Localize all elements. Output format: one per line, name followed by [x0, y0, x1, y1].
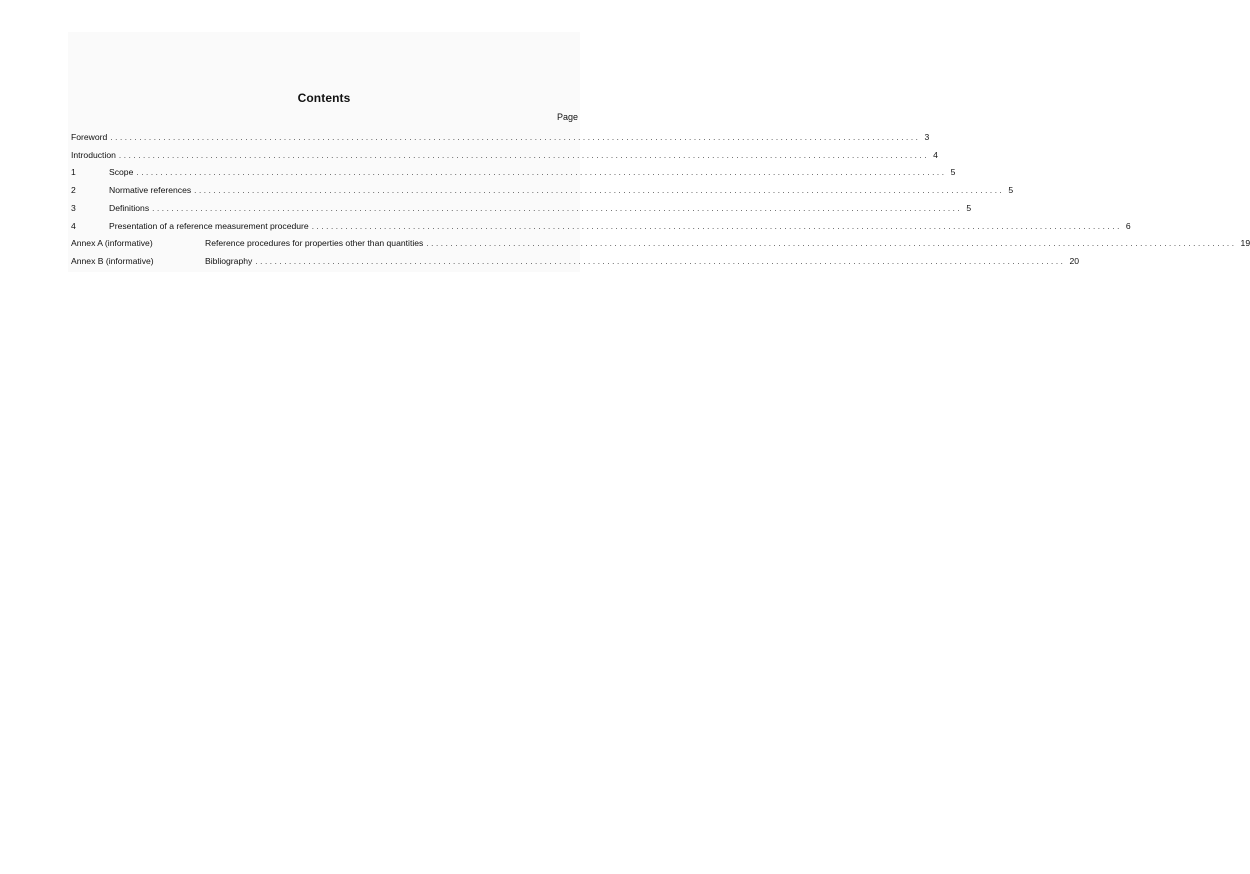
toc-entry-annex-label: Annex A (informative) [71, 238, 153, 248]
toc-entry-page: 4 [933, 150, 938, 160]
toc-entry-presentation[interactable] [71, 220, 1131, 232]
toc-entry-annex-b[interactable] [71, 255, 1080, 267]
toc-entry-label: Normative references [109, 185, 192, 195]
toc-entry-label: Foreword [71, 132, 108, 142]
dot-leader: ........................................................................................................................................................................ [194, 186, 1005, 195]
dot-leader: ........................................................................................................................................................................ [152, 204, 963, 213]
dot-leader: ........................................................................................................................................................................ [118, 151, 930, 160]
dot-leader: ........................................................................................................................................................................ [426, 239, 1237, 248]
toc-entry-label: Introduction [71, 150, 116, 160]
toc-entry-page: 6 [1125, 221, 1131, 231]
toc-entry-label: Scope [109, 167, 134, 177]
toc-entry-label: Definitions [109, 203, 150, 213]
dot-leader: ........................................................................................................................................................................ [136, 168, 947, 177]
toc-entry-number: 2 [71, 185, 76, 195]
toc-entry-page: 5 [950, 167, 956, 177]
toc-entry-page: 5 [966, 203, 972, 213]
dot-leader: ........................................................................................................................................................................ [110, 133, 921, 142]
page-column-label: Page [556, 112, 578, 122]
toc-entry-scope[interactable] [71, 166, 956, 178]
toc-entry-number: 1 [71, 167, 76, 177]
toc-entry-page: 3 [924, 132, 930, 142]
dot-leader: ........................................................................................................................................................................ [311, 222, 1122, 231]
toc-entry-label: Reference procedures for properties other than quantities [205, 238, 424, 248]
table-of-contents [68, 32, 1250, 272]
toc-entry-definitions[interactable] [71, 202, 972, 214]
contents-title: Contents [297, 91, 351, 105]
toc-entry-page: 5 [1008, 185, 1014, 195]
toc-entry-number: 4 [71, 221, 76, 231]
toc-entry-label: Presentation of a reference measurement procedure [109, 221, 309, 231]
toc-entry-annex-label: Annex B (informative) [71, 256, 154, 266]
dot-leader: ........................................................................................................................................................................ [255, 257, 1066, 266]
toc-entry-page: 19 [1240, 238, 1250, 248]
toc-entry-normative-references[interactable] [71, 184, 1014, 196]
toc-entry-page: 20 [1069, 256, 1080, 266]
toc-entry-annex-a[interactable] [71, 237, 1250, 249]
toc-entry-introduction[interactable] [71, 149, 938, 161]
toc-entry-label: Bibliography [205, 256, 253, 266]
toc-entry-foreword[interactable] [71, 131, 930, 143]
toc-entry-number: 3 [71, 203, 76, 213]
